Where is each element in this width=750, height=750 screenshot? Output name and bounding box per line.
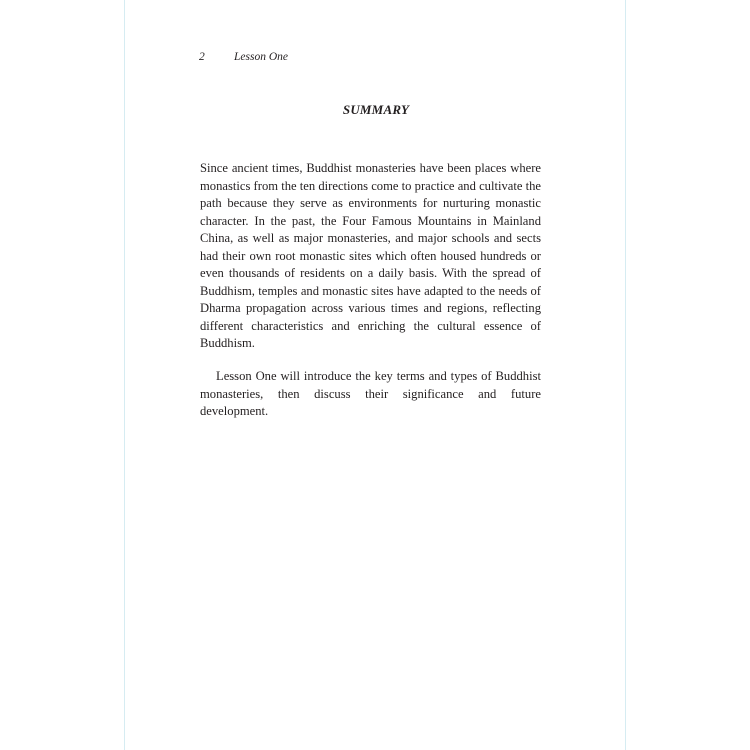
section-title: SUMMARY [342, 102, 410, 117]
book-page [124, 0, 626, 750]
summary-body [200, 160, 541, 421]
summary-paragraph: Since ancient times, Buddhist monasteries have been places where monastics from the ten directions come to practice and cultivate the path because they serve as environments for nurturing monastic character. In the past, the Four Famous Mountains in Mainland China, as well as major monasteries, and major schools and sects had their own root monastic sites which often housed hundreds or even thousands of residents on a daily basis. With the spread of Buddhism, temples and monastic sites have adapted to the needs of Dharma propagation across various times and regions, reflecting different characteristics and enriching the cultural essence of Buddhism. [200, 161, 541, 350]
summary-paragraph: Lesson One will introduce the key terms and types of Buddhist monasteries, then discuss their significance and future development. [200, 369, 541, 418]
page-number: 2 [199, 51, 205, 63]
running-header [199, 51, 288, 63]
running-title: Lesson One [234, 51, 288, 63]
